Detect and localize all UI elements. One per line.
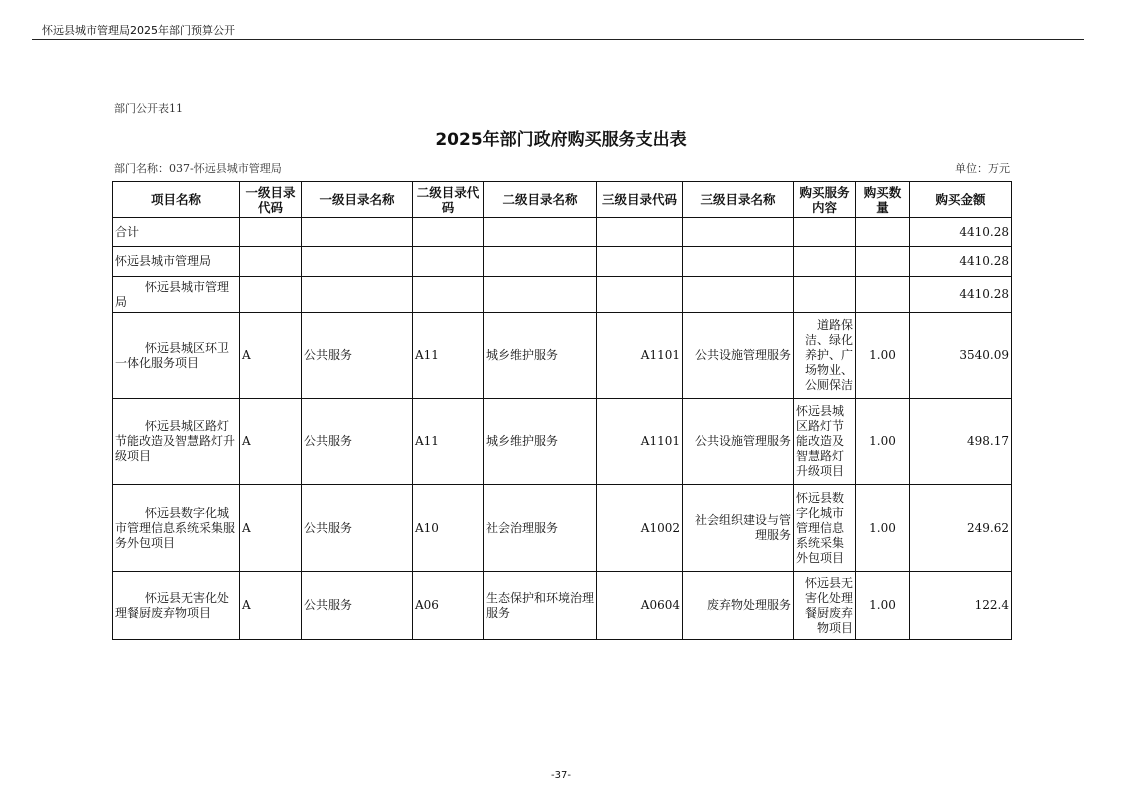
table-row <box>113 313 1012 399</box>
cell-l1-code: A <box>240 399 302 485</box>
cell-l2-name: 城乡维护服务 <box>484 399 597 485</box>
table-label: 部门公开表11 <box>114 102 183 115</box>
cell-l2-code: A10 <box>413 485 484 572</box>
cell-l2-code <box>413 277 484 313</box>
table-row <box>113 277 1012 313</box>
cell-amount: 4410.28 <box>910 247 1012 277</box>
cell-l1-name: 公共服务 <box>302 313 413 399</box>
cell-l1-code <box>240 218 302 247</box>
cell-l2-code: A11 <box>413 399 484 485</box>
table-row <box>113 218 1012 247</box>
cell-l1-code: A <box>240 572 302 640</box>
cell-l2-name: 生态保护和环境治理服务 <box>484 572 597 640</box>
cell-name: 怀远县城市管理局 <box>113 247 240 277</box>
cell-qty: 1.00 <box>856 313 910 399</box>
table-row <box>113 572 1012 640</box>
cell-content: 道路保洁、绿化养护、广场物业、公厕保洁 <box>794 313 856 399</box>
cell-l1-name: 公共服务 <box>302 485 413 572</box>
cell-amount: 498.17 <box>910 399 1012 485</box>
cell-l3-code: A1002 <box>597 485 683 572</box>
cell-l2-name <box>484 277 597 313</box>
cell-l3-code: A1101 <box>597 399 683 485</box>
col-header: 购买金额 <box>910 182 1012 218</box>
cell-qty <box>856 247 910 277</box>
col-header: 二级目录名称 <box>484 182 597 218</box>
department-name: 部门名称：037-怀远县城市管理局 <box>114 162 282 175</box>
cell-amount: 3540.09 <box>910 313 1012 399</box>
unit-label: 单位：万元 <box>955 162 1010 175</box>
cell-name: 怀远县城区环卫一体化服务项目 <box>113 313 240 399</box>
cell-qty <box>856 218 910 247</box>
cell-amount: 249.62 <box>910 485 1012 572</box>
cell-l3-name: 社会组织建设与管理服务 <box>683 485 794 572</box>
cell-l3-code <box>597 277 683 313</box>
cell-l3-code <box>597 218 683 247</box>
cell-l2-name: 城乡维护服务 <box>484 313 597 399</box>
col-header: 一级目录名称 <box>302 182 413 218</box>
cell-amount: 4410.28 <box>910 218 1012 247</box>
cell-l1-code: A <box>240 485 302 572</box>
cell-l2-code <box>413 247 484 277</box>
cell-l2-code: A11 <box>413 313 484 399</box>
cell-amount: 4410.28 <box>910 277 1012 313</box>
cell-qty: 1.00 <box>856 572 910 640</box>
cell-content <box>794 247 856 277</box>
cell-l3-name: 废弃物处理服务 <box>683 572 794 640</box>
table-row <box>113 247 1012 277</box>
table-header-row <box>113 182 1012 218</box>
cell-l2-name <box>484 247 597 277</box>
cell-content <box>794 218 856 247</box>
cell-l2-code <box>413 218 484 247</box>
cell-l3-name <box>683 247 794 277</box>
cell-qty <box>856 277 910 313</box>
cell-l2-name: 社会治理服务 <box>484 485 597 572</box>
cell-l2-code: A06 <box>413 572 484 640</box>
cell-l3-name <box>683 277 794 313</box>
cell-l1-name: 公共服务 <box>302 572 413 640</box>
cell-l1-name <box>302 247 413 277</box>
cell-content: 怀远县城区路灯节能改造及智慧路灯升级项目 <box>794 399 856 485</box>
cell-l1-name: 公共服务 <box>302 399 413 485</box>
header-rule <box>32 39 1084 40</box>
cell-name: 怀远县无害化处理餐厨废弃物项目 <box>113 572 240 640</box>
cell-content: 怀远县无害化处理餐厨废弃物项目 <box>794 572 856 640</box>
col-header: 二级目录代码 <box>413 182 484 218</box>
running-header: 怀远县城市管理局2025年部门预算公开 <box>42 24 235 37</box>
cell-qty: 1.00 <box>856 485 910 572</box>
col-header: 三级目录名称 <box>683 182 794 218</box>
col-header: 一级目录代码 <box>240 182 302 218</box>
cell-l3-code: A0604 <box>597 572 683 640</box>
cell-name: 怀远县城市管理局 <box>113 277 240 313</box>
page-title: 2025年部门政府购买服务支出表 <box>435 130 687 150</box>
table-row <box>113 399 1012 485</box>
cell-qty: 1.00 <box>856 399 910 485</box>
cell-content: 怀远县数字化城市管理信息系统采集外包项目 <box>794 485 856 572</box>
cell-l3-code <box>597 247 683 277</box>
cell-name: 合计 <box>113 218 240 247</box>
cell-l3-name: 公共设施管理服务 <box>683 399 794 485</box>
cell-l3-code: A1101 <box>597 313 683 399</box>
cell-l2-name <box>484 218 597 247</box>
cell-l1-name <box>302 277 413 313</box>
cell-l3-name <box>683 218 794 247</box>
cell-content <box>794 277 856 313</box>
col-header: 三级目录代码 <box>597 182 683 218</box>
cell-l1-name <box>302 218 413 247</box>
cell-l1-code <box>240 247 302 277</box>
col-header: 购买服务内容 <box>794 182 856 218</box>
col-header: 购买数量 <box>856 182 910 218</box>
cell-amount: 122.4 <box>910 572 1012 640</box>
page-number: -37- <box>551 770 571 781</box>
cell-l1-code: A <box>240 313 302 399</box>
col-header: 项目名称 <box>113 182 240 218</box>
cell-l3-name: 公共设施管理服务 <box>683 313 794 399</box>
cell-name: 怀远县城区路灯节能改造及智慧路灯升级项目 <box>113 399 240 485</box>
cell-name: 怀远县数字化城市管理信息系统采集服务外包项目 <box>113 485 240 572</box>
purchase-services-table <box>112 181 1012 640</box>
table-row <box>113 485 1012 572</box>
cell-l1-code <box>240 277 302 313</box>
